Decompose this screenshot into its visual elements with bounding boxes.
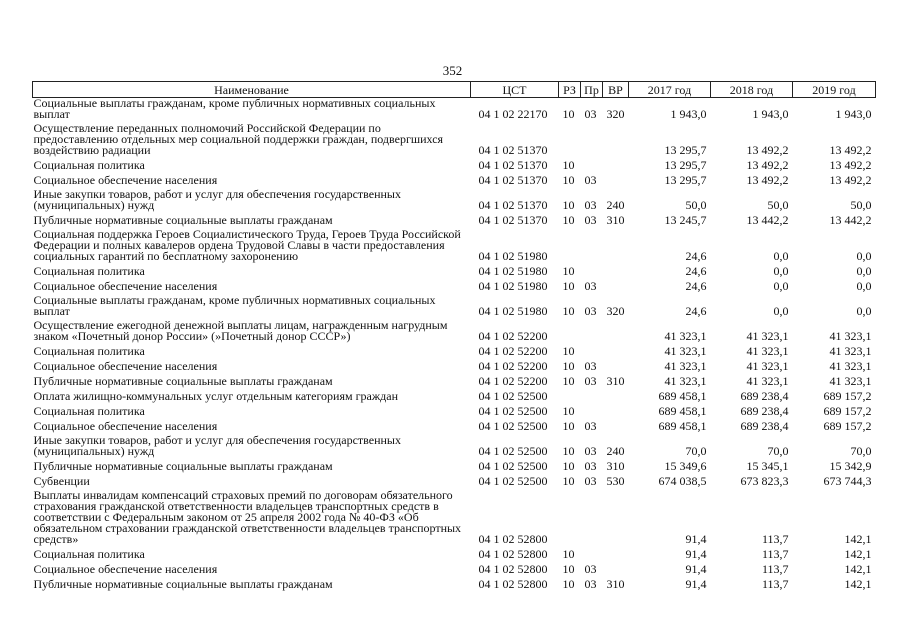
cell-2019: 689 157,2 bbox=[823, 389, 872, 403]
cell-2017: 24,6 bbox=[685, 249, 707, 263]
header-vr: ВР bbox=[603, 82, 629, 98]
cell-2019: 142,1 bbox=[844, 532, 872, 546]
cell-rz: 10 bbox=[562, 344, 575, 358]
cell-2017: 50,0 bbox=[685, 198, 707, 212]
cell-2018: 113,7 bbox=[761, 547, 789, 561]
cell-vr bbox=[603, 317, 629, 342]
table-row bbox=[33, 432, 876, 457]
table-row bbox=[33, 487, 876, 545]
cell-rz bbox=[559, 226, 581, 262]
cell-2019: 689 157,2 bbox=[823, 419, 872, 433]
cell-name: Социальное обеспечение населения bbox=[33, 279, 218, 293]
cell-rz: 10 bbox=[562, 474, 575, 488]
cell-2017: 674 038,5 bbox=[658, 474, 707, 488]
cell-cst: 04 1 02 52200 bbox=[478, 344, 548, 358]
cell-2019: 689 157,2 bbox=[823, 404, 872, 418]
cell-2019: 50,0 bbox=[850, 198, 872, 212]
table-row bbox=[33, 156, 876, 171]
cell-2018: 113,7 bbox=[761, 562, 789, 576]
cell-2018: 41 323,1 bbox=[746, 374, 789, 388]
cell-pr: 03 bbox=[584, 198, 597, 212]
cell-pr: 03 bbox=[584, 304, 597, 318]
cell-cst: 04 1 02 51370 bbox=[478, 198, 548, 212]
table-body bbox=[33, 98, 876, 591]
cell-name: Оплата жилищно-коммунальных услуг отдельным категориям граждан bbox=[33, 389, 398, 403]
cell-rz: 10 bbox=[562, 419, 575, 433]
cell-2018: 689 238,4 bbox=[740, 404, 789, 418]
cell-pr bbox=[581, 262, 603, 277]
cell-rz: 10 bbox=[562, 158, 575, 172]
cell-rz bbox=[559, 317, 581, 342]
cell-2019: 13 492,2 bbox=[829, 143, 872, 157]
table-row bbox=[33, 186, 876, 211]
cell-vr bbox=[603, 171, 629, 186]
cell-2018: 15 345,1 bbox=[746, 459, 789, 473]
cell-2018: 13 492,2 bbox=[746, 158, 789, 172]
budget-table bbox=[32, 81, 876, 590]
cell-2017: 13 245,7 bbox=[664, 213, 707, 227]
cell-vr bbox=[603, 545, 629, 560]
cell-pr bbox=[581, 545, 603, 560]
cell-2019: 142,1 bbox=[844, 562, 872, 576]
cell-pr bbox=[581, 342, 603, 357]
cell-vr bbox=[603, 226, 629, 262]
table-row bbox=[33, 226, 876, 262]
cell-pr bbox=[581, 402, 603, 417]
cell-2019: 673 744,3 bbox=[823, 474, 872, 488]
cell-2017: 13 295,7 bbox=[664, 173, 707, 187]
cell-vr: 310 bbox=[606, 577, 625, 591]
cell-cst: 04 1 02 52200 bbox=[478, 374, 548, 388]
cell-rz: 10 bbox=[562, 198, 575, 212]
cell-2019: 70,0 bbox=[850, 444, 872, 458]
cell-2018: 689 238,4 bbox=[740, 389, 789, 403]
cell-vr bbox=[603, 262, 629, 277]
cell-vr: 320 bbox=[606, 107, 625, 121]
cell-name: Социальные выплаты гражданам, кроме публичных нормативных социальных выплат bbox=[33, 293, 436, 318]
cell-pr: 03 bbox=[584, 173, 597, 187]
cell-pr: 03 bbox=[584, 459, 597, 473]
cell-vr bbox=[603, 560, 629, 575]
cell-cst: 04 1 02 52800 bbox=[478, 547, 548, 561]
cell-2017: 13 295,7 bbox=[664, 143, 707, 157]
cell-2018: 13 492,2 bbox=[746, 143, 789, 157]
cell-2017: 41 323,1 bbox=[664, 374, 707, 388]
cell-vr bbox=[603, 357, 629, 372]
table-row bbox=[33, 357, 876, 372]
cell-2019: 0,0 bbox=[856, 304, 872, 318]
cell-pr bbox=[581, 156, 603, 171]
cell-vr: 320 bbox=[606, 304, 625, 318]
cell-name: Социальная политика bbox=[33, 158, 145, 172]
cell-rz: 10 bbox=[562, 264, 575, 278]
cell-name: Публичные нормативные социальные выплаты гражданам bbox=[33, 459, 333, 473]
table-row bbox=[33, 560, 876, 575]
cell-cst: 04 1 02 51980 bbox=[478, 249, 548, 263]
cell-cst: 04 1 02 51980 bbox=[478, 279, 548, 293]
table-row bbox=[33, 402, 876, 417]
cell-2018: 0,0 bbox=[773, 279, 789, 293]
cell-name: Социальное обеспечение населения bbox=[33, 562, 218, 576]
header-name: Наименование bbox=[33, 82, 471, 98]
cell-pr bbox=[581, 317, 603, 342]
cell-rz: 10 bbox=[562, 547, 575, 561]
cell-cst: 04 1 02 51370 bbox=[478, 213, 548, 227]
cell-rz: 10 bbox=[562, 374, 575, 388]
cell-cst: 04 1 02 22170 bbox=[478, 107, 548, 121]
cell-name: Социальная политика bbox=[33, 547, 145, 561]
cell-cst: 04 1 02 52500 bbox=[478, 444, 548, 458]
cell-pr: 03 bbox=[584, 213, 597, 227]
cell-name: Социальное обеспечение населения bbox=[33, 419, 218, 433]
table-row bbox=[33, 120, 876, 156]
cell-pr bbox=[581, 226, 603, 262]
cell-2017: 91,4 bbox=[685, 562, 707, 576]
page-number: 352 bbox=[442, 63, 463, 78]
table-row bbox=[33, 417, 876, 432]
cell-name: Социальная политика bbox=[33, 264, 145, 278]
cell-name: Социальная политика bbox=[33, 344, 145, 358]
cell-2018: 0,0 bbox=[773, 304, 789, 318]
cell-pr: 03 bbox=[584, 562, 597, 576]
cell-vr: 240 bbox=[606, 198, 625, 212]
cell-pr: 03 bbox=[584, 374, 597, 388]
cell-2018: 113,7 bbox=[761, 532, 789, 546]
cell-2018: 673 823,3 bbox=[740, 474, 789, 488]
cell-name: Иные закупки товаров, работ и услуг для обеспечения государственных (муниципальных) нужд bbox=[33, 433, 401, 458]
cell-2017: 689 458,1 bbox=[658, 419, 707, 433]
table-row bbox=[33, 545, 876, 560]
cell-vr bbox=[603, 487, 629, 545]
cell-name: Социальные выплаты гражданам, кроме публичных нормативных социальных выплат bbox=[33, 96, 436, 121]
cell-name: Публичные нормативные социальные выплаты гражданам bbox=[33, 213, 333, 227]
header-cst: ЦСТ bbox=[471, 82, 559, 98]
cell-cst: 04 1 02 52500 bbox=[478, 389, 548, 403]
cell-2019: 41 323,1 bbox=[829, 329, 872, 343]
cell-2017: 1 943,0 bbox=[670, 107, 707, 121]
table-row bbox=[33, 211, 876, 226]
table-row bbox=[33, 457, 876, 472]
cell-pr bbox=[581, 487, 603, 545]
cell-2017: 689 458,1 bbox=[658, 404, 707, 418]
cell-rz bbox=[559, 387, 581, 402]
cell-vr: 310 bbox=[606, 213, 625, 227]
header-pr: Пр bbox=[581, 82, 603, 98]
cell-2019: 0,0 bbox=[856, 249, 872, 263]
cell-rz: 10 bbox=[562, 173, 575, 187]
cell-2017: 41 323,1 bbox=[664, 344, 707, 358]
cell-2019: 0,0 bbox=[856, 279, 872, 293]
cell-name: Иные закупки товаров, работ и услуг для обеспечения государственных (муниципальных) нужд bbox=[33, 187, 401, 212]
cell-2019: 142,1 bbox=[844, 577, 872, 591]
cell-2019: 0,0 bbox=[856, 264, 872, 278]
cell-2017: 13 295,7 bbox=[664, 158, 707, 172]
cell-name: Публичные нормативные социальные выплаты гражданам bbox=[33, 577, 333, 591]
cell-rz bbox=[559, 487, 581, 545]
cell-2017: 24,6 bbox=[685, 304, 707, 318]
cell-name: Выплаты инвалидам компенсаций страховых премий по договорам обязательного страхования гражданской ответственности владельцев транспортных средств в соответствии с Федеральным законом от 25 апреля 2002 года № 40-ФЗ «Об обязательном страховании гражданской ответственности владельцев транспортных средств» bbox=[33, 488, 462, 546]
cell-pr bbox=[581, 387, 603, 402]
cell-2018: 1 943,0 bbox=[752, 107, 789, 121]
cell-2018: 41 323,1 bbox=[746, 344, 789, 358]
cell-2017: 91,4 bbox=[685, 577, 707, 591]
cell-vr: 240 bbox=[606, 444, 625, 458]
cell-name: Социальная политика bbox=[33, 404, 145, 418]
table-row bbox=[33, 277, 876, 292]
cell-vr bbox=[603, 402, 629, 417]
table-row bbox=[33, 317, 876, 342]
cell-2017: 70,0 bbox=[685, 444, 707, 458]
cell-2018: 0,0 bbox=[773, 249, 789, 263]
cell-vr bbox=[603, 417, 629, 432]
cell-pr: 03 bbox=[584, 279, 597, 293]
cell-2018: 13 442,2 bbox=[746, 213, 789, 227]
cell-pr: 03 bbox=[584, 359, 597, 373]
cell-rz: 10 bbox=[562, 444, 575, 458]
cell-2018: 70,0 bbox=[767, 444, 789, 458]
cell-2018: 41 323,1 bbox=[746, 329, 789, 343]
header-rz: РЗ bbox=[559, 82, 581, 98]
cell-vr bbox=[603, 342, 629, 357]
cell-rz: 10 bbox=[562, 562, 575, 576]
cell-2017: 24,6 bbox=[685, 279, 707, 293]
cell-2017: 689 458,1 bbox=[658, 389, 707, 403]
cell-name: Осуществление переданных полномочий Российской Федерации по предоставлению отдельных мер социальной поддержки граждан, подвергшихся воздействию радиации bbox=[33, 121, 444, 157]
cell-vr bbox=[603, 387, 629, 402]
cell-vr bbox=[603, 120, 629, 156]
table-row bbox=[33, 472, 876, 487]
cell-cst: 04 1 02 51980 bbox=[478, 304, 548, 318]
cell-rz bbox=[559, 120, 581, 156]
header-2017: 2017 год bbox=[629, 82, 711, 98]
cell-2017: 91,4 bbox=[685, 547, 707, 561]
cell-vr: 530 bbox=[606, 474, 625, 488]
cell-name: Субвенции bbox=[33, 474, 90, 488]
table-row bbox=[33, 575, 876, 590]
cell-2019: 1 943,0 bbox=[835, 107, 872, 121]
cell-name: Публичные нормативные социальные выплаты гражданам bbox=[33, 374, 333, 388]
cell-2019: 41 323,1 bbox=[829, 344, 872, 358]
cell-rz: 10 bbox=[562, 404, 575, 418]
cell-pr bbox=[581, 120, 603, 156]
cell-name: Осуществление ежегодной денежной выплаты лицам, награжденным нагрудным знаком «Почетный донор России» (»Почетный донор СССР») bbox=[33, 318, 448, 343]
cell-name: Социальное обеспечение населения bbox=[33, 173, 218, 187]
cell-rz: 10 bbox=[562, 359, 575, 373]
table-row bbox=[33, 372, 876, 387]
cell-2019: 41 323,1 bbox=[829, 359, 872, 373]
cell-pr: 03 bbox=[584, 107, 597, 121]
cell-2018: 689 238,4 bbox=[740, 419, 789, 433]
cell-rz: 10 bbox=[562, 577, 575, 591]
cell-2017: 41 323,1 bbox=[664, 359, 707, 373]
cell-2017: 41 323,1 bbox=[664, 329, 707, 343]
cell-2018: 50,0 bbox=[767, 198, 789, 212]
cell-cst: 04 1 02 51370 bbox=[478, 158, 548, 172]
cell-pr: 03 bbox=[584, 474, 597, 488]
cell-2019: 13 442,2 bbox=[829, 213, 872, 227]
cell-vr: 310 bbox=[606, 374, 625, 388]
cell-2019: 13 492,2 bbox=[829, 173, 872, 187]
cell-cst: 04 1 02 52500 bbox=[478, 459, 548, 473]
cell-vr bbox=[603, 156, 629, 171]
cell-cst: 04 1 02 51370 bbox=[478, 173, 548, 187]
cell-2018: 13 492,2 bbox=[746, 173, 789, 187]
cell-pr: 03 bbox=[584, 577, 597, 591]
cell-cst: 04 1 02 52200 bbox=[478, 329, 548, 343]
table-row bbox=[33, 387, 876, 402]
cell-2017: 24,6 bbox=[685, 264, 707, 278]
cell-rz: 10 bbox=[562, 304, 575, 318]
header-2018: 2018 год bbox=[711, 82, 793, 98]
cell-vr: 310 bbox=[606, 459, 625, 473]
cell-2018: 113,7 bbox=[761, 577, 789, 591]
table-row bbox=[33, 292, 876, 317]
cell-rz: 10 bbox=[562, 213, 575, 227]
cell-name: Социальная поддержка Героев Социалистического Труда, Героев Труда Российской Федерации и полных кавалеров ордена Трудовой Славы в части предоставления социальных гарантий по бесплатному захоронению bbox=[33, 227, 461, 263]
cell-2018: 41 323,1 bbox=[746, 359, 789, 373]
table-row bbox=[33, 342, 876, 357]
cell-pr: 03 bbox=[584, 419, 597, 433]
table-row bbox=[33, 262, 876, 277]
cell-rz: 10 bbox=[562, 459, 575, 473]
cell-cst: 04 1 02 52800 bbox=[478, 562, 548, 576]
cell-2017: 91,4 bbox=[685, 532, 707, 546]
header-2019: 2019 год bbox=[793, 82, 876, 98]
cell-cst: 04 1 02 51370 bbox=[478, 143, 548, 157]
cell-2019: 41 323,1 bbox=[829, 374, 872, 388]
cell-2018: 0,0 bbox=[773, 264, 789, 278]
cell-2019: 142,1 bbox=[844, 547, 872, 561]
cell-pr: 03 bbox=[584, 444, 597, 458]
cell-cst: 04 1 02 52200 bbox=[478, 359, 548, 373]
cell-cst: 04 1 02 51980 bbox=[478, 264, 548, 278]
cell-name: Социальное обеспечение населения bbox=[33, 359, 218, 373]
cell-vr bbox=[603, 277, 629, 292]
cell-2019: 15 342,9 bbox=[829, 459, 872, 473]
table-row bbox=[33, 98, 876, 121]
table-row bbox=[33, 171, 876, 186]
cell-2017: 15 349,6 bbox=[664, 459, 707, 473]
cell-cst: 04 1 02 52500 bbox=[478, 419, 548, 433]
cell-cst: 04 1 02 52800 bbox=[478, 577, 548, 591]
cell-cst: 04 1 02 52500 bbox=[478, 474, 548, 488]
cell-2019: 13 492,2 bbox=[829, 158, 872, 172]
cell-cst: 04 1 02 52800 bbox=[478, 532, 548, 546]
cell-rz: 10 bbox=[562, 279, 575, 293]
cell-rz: 10 bbox=[562, 107, 575, 121]
cell-cst: 04 1 02 52500 bbox=[478, 404, 548, 418]
